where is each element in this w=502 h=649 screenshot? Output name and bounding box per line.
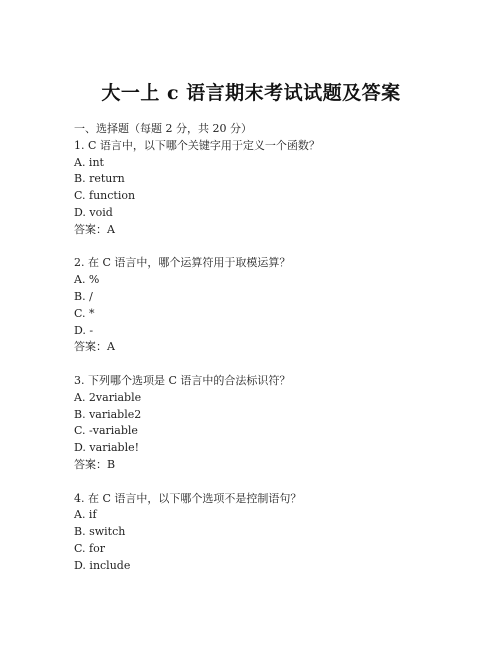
question-3-option-a: A. 2variable [74, 390, 142, 404]
question-1-stem: 1. C 语言中，以下哪个关键字用于定义一个函数？ [74, 138, 320, 152]
document-body [74, 121, 482, 575]
question-2-stem: 2. 在 C 语言中，哪个运算符用于取模运算？ [74, 256, 291, 270]
question-1-answer: 答案：A [74, 222, 115, 236]
question-1-option-b: B. return [74, 172, 125, 186]
question-2-option-d: D. - [74, 323, 94, 337]
question-4-option-b: B. switch [74, 525, 126, 539]
question-2-option-c: C. * [74, 306, 95, 320]
spacer [74, 239, 482, 256]
question-4-stem: 4. 在 C 语言中，以下哪个选项不是控制语句？ [74, 491, 302, 505]
question-3-option-c: C. -variable [74, 424, 138, 438]
question-1-option-a: A. int [74, 155, 104, 169]
question-2-option-a: A. % [74, 273, 100, 287]
question-1-option-c: C. function [74, 189, 136, 203]
question-3-option-d: D. variable! [74, 441, 140, 455]
question-4-option-d: D. include [74, 558, 131, 572]
question-3-option-b: B. variable2 [74, 407, 142, 421]
section-heading: 一、选择题（每题 2 分，共 20 分） [74, 122, 252, 135]
spacer [74, 474, 482, 491]
question-4-option-c: C. for [74, 541, 105, 555]
spacer [74, 356, 482, 373]
question-2-option-b: B. / [74, 289, 93, 303]
question-3-answer: 答案：B [74, 457, 116, 471]
question-3-stem: 3. 下列哪个选项是 C 语言中的合法标识符？ [74, 373, 291, 387]
question-1-option-d: D. void [74, 205, 113, 219]
question-2-answer: 答案：A [74, 340, 115, 354]
question-4-option-a: A. if [74, 508, 97, 522]
document-title: 大一上 c 语言期末考试试题及答案 [101, 82, 401, 104]
